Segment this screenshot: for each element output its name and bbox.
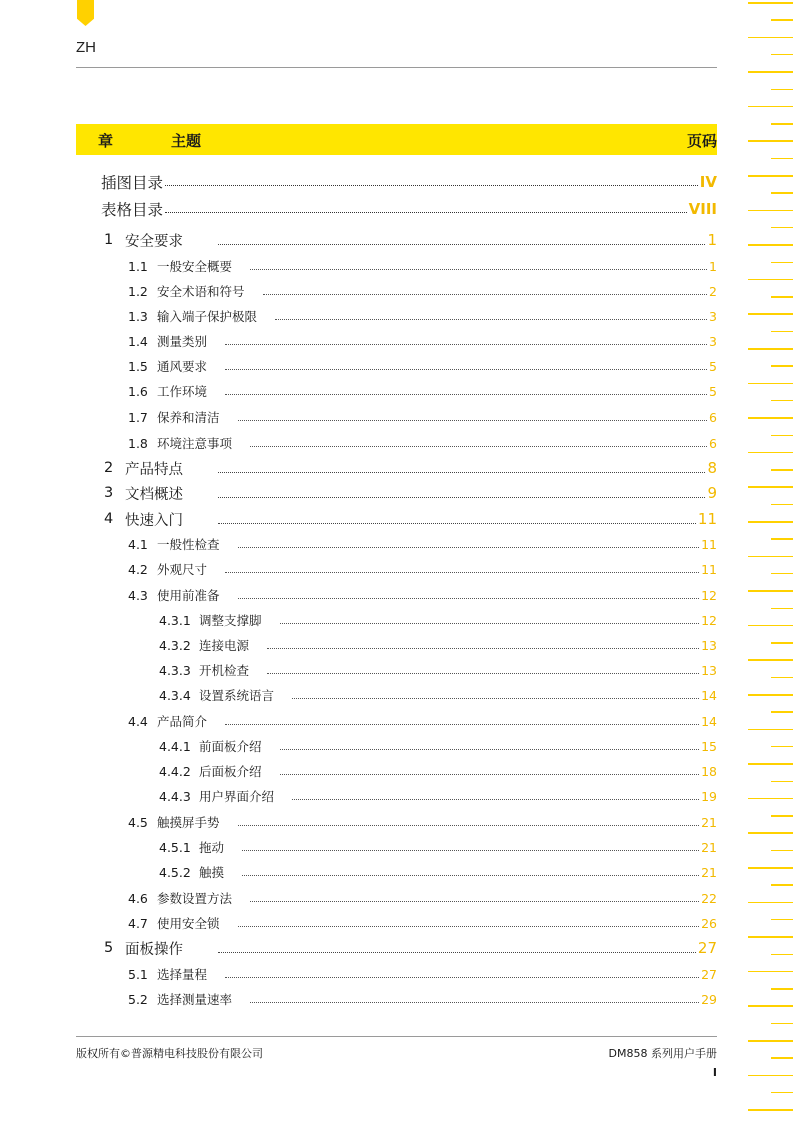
- ruler-tick: [771, 123, 793, 125]
- ruler-tick: [748, 244, 793, 246]
- toc-entry[interactable]: [0, 987, 793, 1011]
- toc-entry-page: 27: [697, 939, 717, 957]
- toc-entry-page: 12: [701, 587, 717, 603]
- toc-entry-number: 2: [104, 460, 114, 476]
- ruler-tick: [748, 763, 793, 765]
- toc-entry-leader: [225, 366, 707, 370]
- ruler-tick: [748, 313, 793, 315]
- ruler-tick: [771, 850, 793, 852]
- ruler-tick: [771, 954, 793, 956]
- toc-entry-leader: [225, 721, 699, 725]
- toc-entry[interactable]: [0, 431, 793, 455]
- ruler-tick: [771, 608, 793, 610]
- toc-entry-title: 安全要求: [125, 233, 183, 250]
- toc-entry-leader: [250, 898, 699, 902]
- ruler-tick: [771, 781, 793, 783]
- ruler-tick: [748, 1005, 793, 1007]
- ruler-tick: [771, 1023, 793, 1025]
- ruler-tick: [771, 884, 793, 886]
- toc-entry-page: 12: [701, 612, 717, 628]
- ruler-tick: [771, 262, 793, 264]
- toc-entry-page: IV: [699, 173, 717, 191]
- ruler-tick: [748, 1040, 793, 1042]
- toc-entry-number: 4.4.3: [159, 788, 191, 804]
- toc-entry-number: 4.5: [128, 814, 148, 830]
- toc-entry-title: 产品简介: [157, 714, 208, 729]
- toc-entry-number: 4.3.1: [159, 612, 191, 628]
- toc-entry-leader: [225, 391, 707, 395]
- toc-entry-title: 开机检查: [199, 663, 250, 678]
- toc-entry-leader: [263, 291, 707, 295]
- ruler-tick: [748, 106, 793, 108]
- ruler-tick: [748, 37, 793, 39]
- toc-entry-title: 一般安全概要: [157, 259, 233, 274]
- ruler-tick: [748, 867, 793, 869]
- toc-entry-leader: [267, 645, 699, 649]
- toc-entry-page: 11: [701, 561, 717, 577]
- toc-entry-number: 1.6: [128, 383, 148, 399]
- toc-entry-leader: [238, 822, 699, 826]
- toc-entry-title: 选择量程: [157, 967, 208, 982]
- ruler-tick: [748, 348, 793, 350]
- toc-entry[interactable]: [0, 810, 793, 834]
- page-number: I: [712, 1066, 717, 1079]
- toc-entry-page: 5: [709, 383, 717, 399]
- ruler-tick: [748, 140, 793, 142]
- toc-entry[interactable]: [0, 886, 793, 910]
- toc-entry[interactable]: [0, 532, 793, 556]
- toc-entry-leader: [238, 417, 707, 421]
- toc-entry[interactable]: [0, 557, 793, 581]
- toc-entry[interactable]: [0, 583, 793, 607]
- toc-entry-page: 5: [709, 358, 717, 374]
- header-topic: 主题: [171, 132, 202, 150]
- toc-entry-page: VIII: [688, 200, 717, 218]
- toc-entry-leader: [280, 620, 699, 624]
- ruler-tick: [748, 1075, 793, 1077]
- ruler-tick: [748, 832, 793, 834]
- toc-entry-number: 3: [104, 485, 114, 501]
- toc-entry-title: 拖动: [199, 840, 225, 855]
- toc-entry-title: 插图目录: [101, 174, 164, 192]
- toc-entry-leader: [165, 182, 698, 186]
- toc-entry-page: 26: [701, 915, 717, 931]
- toc-entry-title: 使用前准备: [157, 588, 220, 603]
- ruler-tick: [748, 936, 793, 938]
- toc-entry-number: 1.7: [128, 409, 148, 425]
- decorative-ruler: [748, 0, 793, 1122]
- ruler-tick: [771, 192, 793, 194]
- ruler-tick: [771, 677, 793, 679]
- toc-entry-number: 4: [104, 511, 114, 527]
- ruler-tick: [771, 435, 793, 437]
- toc-entry-title: 外观尺寸: [157, 562, 208, 577]
- top-divider: [76, 67, 717, 68]
- toc-entry-number: 4.3.4: [159, 687, 191, 703]
- ruler-tick: [771, 1092, 793, 1094]
- toc-entry-page: 8: [707, 459, 717, 477]
- toc-entry-leader: [267, 670, 699, 674]
- toc-entry-title: 环境注意事项: [157, 436, 233, 451]
- toc-entry-title: 参数设置方法: [157, 891, 233, 906]
- toc-entry-page: 13: [701, 637, 717, 653]
- ruler-tick: [771, 1057, 793, 1059]
- ruler-tick: [771, 642, 793, 644]
- toc-entry-leader: [165, 209, 687, 213]
- toc-entry-title: 工作环境: [157, 384, 208, 399]
- toc-entry-page: 29: [701, 991, 717, 1007]
- toc-entry-number: 1: [104, 232, 114, 248]
- toc-entry-leader: [280, 771, 699, 775]
- ruler-tick: [771, 815, 793, 817]
- toc-entry[interactable]: [0, 709, 793, 733]
- ruler-tick: [771, 365, 793, 367]
- toc-entry-title: 触摸: [199, 865, 225, 880]
- toc-entry-leader: [292, 695, 699, 699]
- toc-entry-number: 1.5: [128, 358, 148, 374]
- toc-entry-leader: [225, 569, 699, 573]
- toc-entry[interactable]: [0, 405, 793, 429]
- toc-entry-number: 4.5.1: [159, 839, 191, 855]
- ruler-tick: [771, 54, 793, 56]
- toc-entry-leader: [275, 316, 707, 320]
- toc-entry[interactable]: [0, 608, 793, 632]
- toc-entry-leader: [280, 746, 699, 750]
- toc-entry-number: 4.3.3: [159, 662, 191, 678]
- toc-entry[interactable]: [0, 354, 793, 378]
- toc-header-bar: [76, 124, 717, 155]
- ruler-tick: [771, 400, 793, 402]
- toc-entry-number: 1.3: [128, 308, 148, 324]
- toc-entry-number: 4.4.2: [159, 763, 191, 779]
- header-page: 页码: [686, 132, 717, 150]
- toc-entry-number: 5: [104, 940, 114, 956]
- toc-entry[interactable]: [0, 279, 793, 303]
- toc-entry-page: 14: [701, 687, 717, 703]
- toc-entry-page: 21: [701, 814, 717, 830]
- toc-entry-leader: [242, 847, 699, 851]
- toc-entry-number: 4.6: [128, 890, 148, 906]
- ruler-tick: [771, 331, 793, 333]
- toc-entry-title: 快速入门: [125, 512, 183, 529]
- toc-entry-leader: [225, 974, 699, 978]
- ruler-tick: [771, 19, 793, 21]
- toc-entry-number: 1.4: [128, 333, 148, 349]
- toc-entry-page: 6: [709, 409, 717, 425]
- toc-entry[interactable]: [0, 329, 793, 353]
- toc-entry[interactable]: [0, 304, 793, 328]
- toc-entry-page: 27: [701, 966, 717, 982]
- language-label: ZH: [76, 39, 96, 56]
- ruler-tick: [771, 296, 793, 298]
- toc-entry-page: 1: [707, 231, 717, 249]
- toc-entry-number: 4.4: [128, 713, 148, 729]
- toc-entry[interactable]: [0, 683, 793, 707]
- toc-entry[interactable]: [0, 784, 793, 808]
- ruler-tick: [748, 590, 793, 592]
- toc-entry-leader: [218, 469, 705, 473]
- toc-entry-leader: [250, 266, 707, 270]
- ruler-tick: [748, 175, 793, 177]
- toc-entry-title: 使用安全锁: [157, 916, 220, 931]
- toc-entry[interactable]: [0, 197, 793, 221]
- toc-entry-title: 表格目录: [101, 201, 164, 219]
- toc-entry-title: 后面板介绍: [199, 764, 262, 779]
- ruler-tick: [748, 729, 793, 731]
- toc-entry[interactable]: [0, 254, 793, 278]
- toc-entry[interactable]: [0, 507, 793, 531]
- toc-entry[interactable]: [0, 658, 793, 682]
- toc-entry[interactable]: [0, 835, 793, 859]
- ruler-tick: [771, 746, 793, 748]
- toc-entry-page: 2: [709, 283, 717, 299]
- ruler-tick: [748, 521, 793, 523]
- ruler-tick: [748, 902, 793, 904]
- ruler-tick: [748, 279, 793, 281]
- toc-entry[interactable]: [0, 759, 793, 783]
- ruler-tick: [771, 469, 793, 471]
- toc-entry-page: 3: [709, 333, 717, 349]
- toc-entry-number: 4.1: [128, 536, 148, 552]
- toc-entry-number: 4.4.1: [159, 738, 191, 754]
- ruler-tick: [771, 504, 793, 506]
- toc-entry[interactable]: [0, 936, 793, 960]
- toc-entry[interactable]: [0, 456, 793, 480]
- toc-entry[interactable]: [0, 633, 793, 657]
- footer-copyright: 版权所有©普源精电科技股份有限公司: [76, 1047, 263, 1060]
- ruler-tick: [748, 71, 793, 73]
- toc-entry-title: 调整支撑脚: [199, 613, 262, 628]
- ruler-tick: [771, 573, 793, 575]
- toc-entry-page: 1: [709, 258, 717, 274]
- toc-entry-page: 18: [701, 763, 717, 779]
- toc-entry-page: 15: [701, 738, 717, 754]
- ruler-tick: [748, 625, 793, 627]
- toc-entry[interactable]: [0, 734, 793, 758]
- ruler-tick: [748, 210, 793, 212]
- ruler-tick: [771, 89, 793, 91]
- toc-entry[interactable]: [0, 481, 793, 505]
- ruler-tick: [748, 1109, 793, 1111]
- toc-entry-page: 9: [707, 484, 717, 502]
- toc-entry-title: 设置系统语言: [199, 688, 275, 703]
- toc-entry-leader: [218, 494, 705, 498]
- toc-entry-title: 一般性检查: [157, 537, 220, 552]
- ruler-tick: [748, 383, 793, 385]
- toc-entry-page: 22: [701, 890, 717, 906]
- toc-entry-title: 输入端子保护极限: [157, 309, 258, 324]
- toc-entry-leader: [218, 520, 696, 524]
- toc-entry-title: 面板操作: [125, 941, 183, 958]
- ruler-tick: [748, 556, 793, 558]
- toc-entry-title: 产品特点: [125, 461, 183, 478]
- toc-entry-leader: [238, 923, 699, 927]
- ruler-tick: [748, 452, 793, 454]
- ruler-tick: [771, 919, 793, 921]
- toc-entry-number: 4.3: [128, 587, 148, 603]
- bottom-divider: [76, 1036, 717, 1037]
- chapter-tab-marker: [77, 0, 94, 26]
- toc-entry-number: 4.5.2: [159, 864, 191, 880]
- toc-entry-title: 安全术语和符号: [157, 284, 245, 299]
- toc-entry-leader: [292, 796, 699, 800]
- toc-entry-number: 1.1: [128, 258, 148, 274]
- header-chapter: 章: [98, 132, 114, 150]
- ruler-tick: [771, 227, 793, 229]
- ruler-tick: [771, 988, 793, 990]
- toc-entry[interactable]: [0, 170, 793, 194]
- footer-manual-title: DM858 系列用户手册: [608, 1047, 717, 1060]
- toc-entry-leader: [218, 241, 705, 245]
- toc-entry[interactable]: [0, 379, 793, 403]
- toc-entry[interactable]: [0, 962, 793, 986]
- toc-entry-title: 测量类别: [157, 334, 208, 349]
- ruler-tick: [748, 798, 793, 800]
- toc-entry-number: 4.7: [128, 915, 148, 931]
- toc-entry-number: 5.1: [128, 966, 148, 982]
- toc-entry[interactable]: [0, 911, 793, 935]
- toc-entry-page: 3: [709, 308, 717, 324]
- toc-entry-page: 21: [701, 864, 717, 880]
- toc-entry[interactable]: [0, 860, 793, 884]
- ruler-tick: [748, 486, 793, 488]
- toc-entry-title: 选择测量速率: [157, 992, 233, 1007]
- ruler-tick: [771, 158, 793, 160]
- toc-entry-number: 5.2: [128, 991, 148, 1007]
- toc-entry-leader: [250, 999, 699, 1003]
- toc-entry-page: 13: [701, 662, 717, 678]
- toc-entry-number: 1.2: [128, 283, 148, 299]
- toc-entry-leader: [250, 443, 707, 447]
- ruler-tick: [771, 711, 793, 713]
- ruler-tick: [748, 659, 793, 661]
- ruler-tick: [748, 417, 793, 419]
- toc-entry-page: 14: [701, 713, 717, 729]
- toc-entry-leader: [238, 595, 699, 599]
- toc-entry[interactable]: [0, 228, 793, 252]
- toc-entry-title: 前面板介绍: [199, 739, 262, 754]
- toc-entry-page: 21: [701, 839, 717, 855]
- toc-entry-number: 4.3.2: [159, 637, 191, 653]
- toc-entry-page: 19: [701, 788, 717, 804]
- toc-entry-title: 连接电源: [199, 638, 250, 653]
- ruler-tick: [748, 971, 793, 973]
- toc-entry-page: 11: [697, 510, 717, 528]
- toc-entry-title: 保养和清洁: [157, 410, 220, 425]
- toc-entry-title: 用户界面介绍: [199, 789, 275, 804]
- toc-entry-page: 6: [709, 435, 717, 451]
- toc-entry-page: 11: [701, 536, 717, 552]
- toc-entry-title: 触摸屏手势: [157, 815, 220, 830]
- toc-entry-number: 1.8: [128, 435, 148, 451]
- toc-entry-number: 4.2: [128, 561, 148, 577]
- ruler-tick: [771, 538, 793, 540]
- ruler-tick: [748, 2, 793, 4]
- ruler-tick: [748, 694, 793, 696]
- toc-entry-title: 通风要求: [157, 359, 208, 374]
- toc-entry-leader: [225, 341, 707, 345]
- toc-entry-leader: [238, 544, 699, 548]
- toc-entry-leader: [242, 872, 699, 876]
- toc-entry-leader: [218, 949, 696, 953]
- toc-entry-title: 文档概述: [125, 486, 183, 503]
